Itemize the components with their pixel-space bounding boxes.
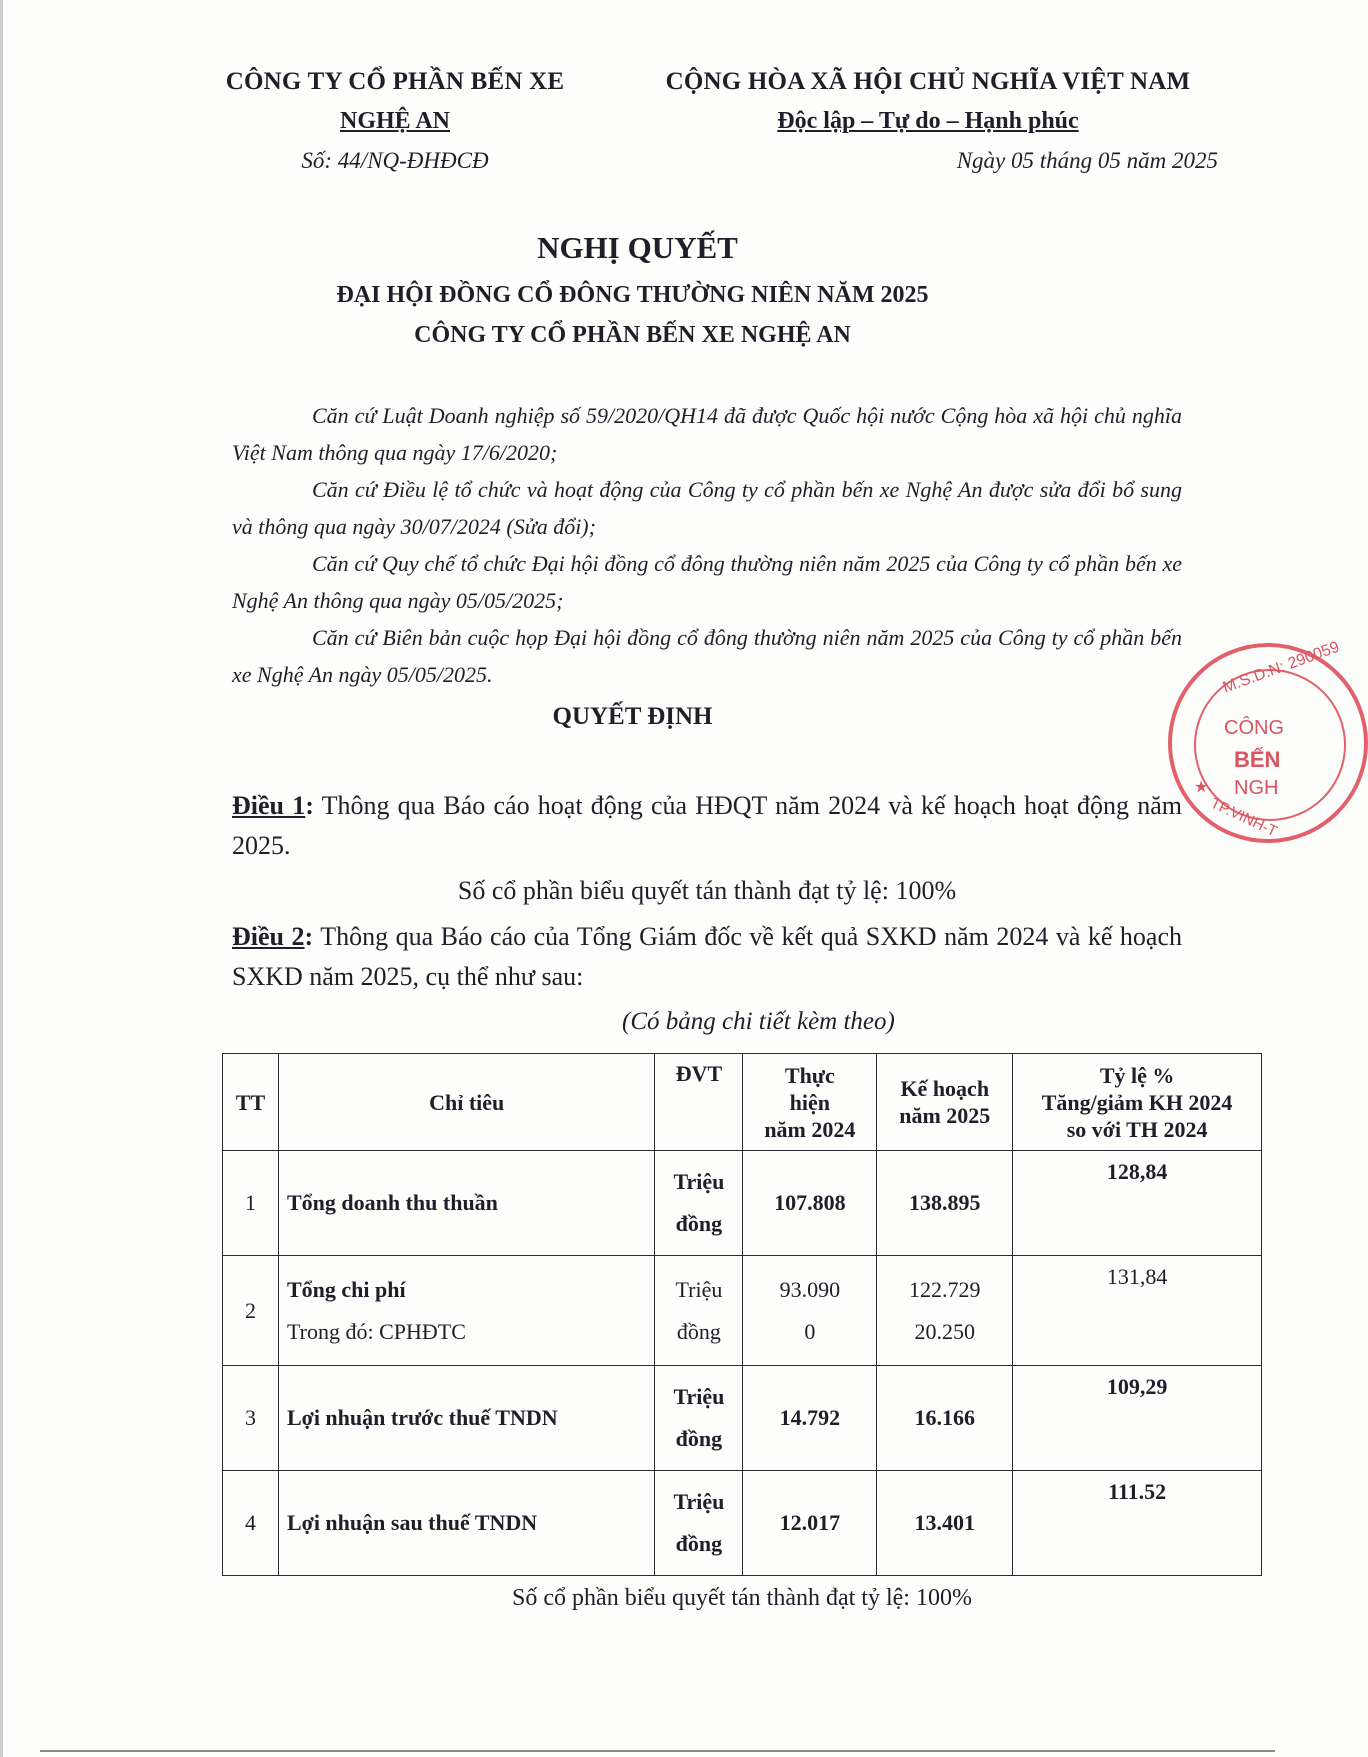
ratio-cell: 109,29 <box>1013 1366 1262 1471</box>
document-subtitle-company: CÔNG TY CỔ PHẦN BẾN XE NGHỆ AN <box>414 322 851 348</box>
business-results-table <box>222 1053 1262 1576</box>
article-2-label: Điều 2 <box>232 922 305 951</box>
document-title: NGHỊ QUYẾT <box>537 230 738 265</box>
indicator-cell: Tổng doanh thu thuần <box>278 1151 654 1256</box>
basis-item: Căn cứ Luật Doanh nghiệp số 59/2020/QH14 đã được Quốc hội nước Cộng hòa xã hội chủ nghĩa Việt Nam thông qua ngày 17/6/2020; <box>232 403 1182 465</box>
table-row: 1 Tổng doanh thu thuần Triệu đồng 107.808 138.895 128,84 <box>223 1151 1262 1256</box>
actual-cell: 12.017 <box>743 1471 877 1576</box>
seal-code: M.S.D.N: 290059 <box>1220 638 1342 697</box>
unit-cell: Triệu đồng <box>655 1256 743 1366</box>
article-1: Điều 1: Thông qua Báo cáo hoạt động của HĐQT năm 2024 và kế hoạch hoạt động năm 2025. <box>232 791 1183 860</box>
table-row: 4 Lợi nhuận sau thuế TNDN Triệu đồng 12.017 13.401 111.52 <box>223 1471 1262 1576</box>
header-plan: Kế hoạch năm 2025 <box>877 1054 1013 1151</box>
unit-cell: Triệu đồng <box>655 1471 743 1576</box>
indicator-cell: Lợi nhuận sau thuế TNDN <box>278 1471 654 1576</box>
header-indicator: Chỉ tiêu <box>278 1054 654 1151</box>
table-row: 2 Tổng chi phí Trong đó: CPHĐTC Triệu đồng 93.090 0 122.729 20.250 131,84 <box>223 1256 1262 1366</box>
indicator-cell: Tổng chi phí Trong đó: CPHĐTC <box>278 1256 654 1366</box>
article-2-vote: Số cổ phần biểu quyết tán thành đạt tỷ lệ: 100% <box>512 1585 972 1611</box>
plan-cell: 16.166 <box>877 1366 1013 1471</box>
unit-cell: Triệu đồng <box>655 1151 743 1256</box>
document-number: Số: 44/NQ-ĐHĐCĐ <box>301 148 489 173</box>
seal-text: BẾN <box>1234 747 1281 772</box>
article-1-text: Thông qua Báo cáo hoạt động của HĐQT năm 2024 và kế hoạch hoạt động năm 2025. <box>232 791 1183 860</box>
article-2-text: Thông qua Báo cáo của Tổng Giám đốc về kết quả SXKD năm 2024 và kế hoạch SXKD năm 2025, cụ thể như sau: <box>232 922 1182 991</box>
seal-text: NGH <box>1234 777 1279 799</box>
document-subtitle: ĐẠI HỘI ĐỒNG CỔ ĐÔNG THƯỜNG NIÊN NĂM 2025 <box>336 282 929 308</box>
actual-cell: 14.792 <box>743 1366 877 1471</box>
indicator-cell: Lợi nhuận trước thuế TNDN <box>278 1366 654 1471</box>
plan-cell: 13.401 <box>877 1471 1013 1576</box>
company-name-line2: NGHỆ AN <box>339 108 450 134</box>
actual-cell: 107.808 <box>743 1151 877 1256</box>
company-name: CÔNG TY CỔ PHẦN BẾN XE <box>225 68 565 95</box>
table-note: (Có bảng chi tiết kèm theo) <box>622 1008 895 1035</box>
national-motto: Độc lập – Tự do – Hạnh phúc <box>777 108 1079 134</box>
legal-basis <box>232 397 1182 693</box>
ratio-cell: 111.52 <box>1013 1471 1262 1576</box>
ratio-cell: 131,84 <box>1013 1256 1262 1366</box>
seal-text: TP.VINH-T <box>1207 794 1280 841</box>
header-unit: ĐVT <box>655 1054 743 1151</box>
table-header-row <box>223 1054 1262 1151</box>
decision-heading: QUYẾT ĐỊNH <box>552 703 713 730</box>
table-row: 3 Lợi nhuận trước thuế TNDN Triệu đồng 14.792 16.166 109,29 <box>223 1366 1262 1471</box>
header-ratio: Tỷ lệ % Tăng/giảm KH 2024 so với TH 2024 <box>1013 1054 1262 1151</box>
document-date: Ngày 05 tháng 05 năm 2025 <box>956 148 1218 173</box>
article-2: Điều 2: Thông qua Báo cáo của Tổng Giám đốc về kết quả SXKD năm 2024 và kế hoạch SXKD năm 2025, cụ thể như sau: <box>232 922 1182 991</box>
basis-item: Căn cứ Điều lệ tổ chức và hoạt động của Công ty cổ phần bến xe Nghệ An được sửa đổi bổ sung và thông qua ngày 30/07/2024 (Sửa đổi); <box>232 477 1182 539</box>
header-actual: Thực hiện năm 2024 <box>743 1054 877 1151</box>
unit-cell: Triệu đồng <box>655 1366 743 1471</box>
basis-item: Căn cứ Quy chế tổ chức Đại hội đồng cổ đông thường niên năm 2025 của Công ty cổ phần bến xe Nghệ An thông qua ngày 05/05/2025; <box>232 551 1182 613</box>
seal-text: CÔNG <box>1224 717 1284 739</box>
company-seal <box>1168 638 1368 843</box>
header-tt: TT <box>223 1054 279 1151</box>
basis-item: Căn cứ Biên bản cuộc họp Đại hội đồng cổ đông thường niên năm 2025 của Công ty cổ phần bến xe Nghệ An ngày 05/05/2025. <box>232 625 1182 687</box>
article-1-vote: Số cổ phần biểu quyết tán thành đạt tỷ lệ: 100% <box>457 876 957 905</box>
ratio-cell: 128,84 <box>1013 1151 1262 1256</box>
plan-cell: 138.895 <box>877 1151 1013 1256</box>
plan-cell: 122.729 20.250 <box>877 1256 1013 1366</box>
republic-title: CỘNG HÒA XÃ HỘI CHỦ NGHĨA VIỆT NAM <box>665 68 1191 95</box>
actual-cell: 93.090 0 <box>743 1256 877 1366</box>
scan-bottom-line <box>40 1750 1275 1752</box>
article-1-label: Điều 1 <box>232 791 306 820</box>
star-icon: ★ <box>1194 779 1209 796</box>
